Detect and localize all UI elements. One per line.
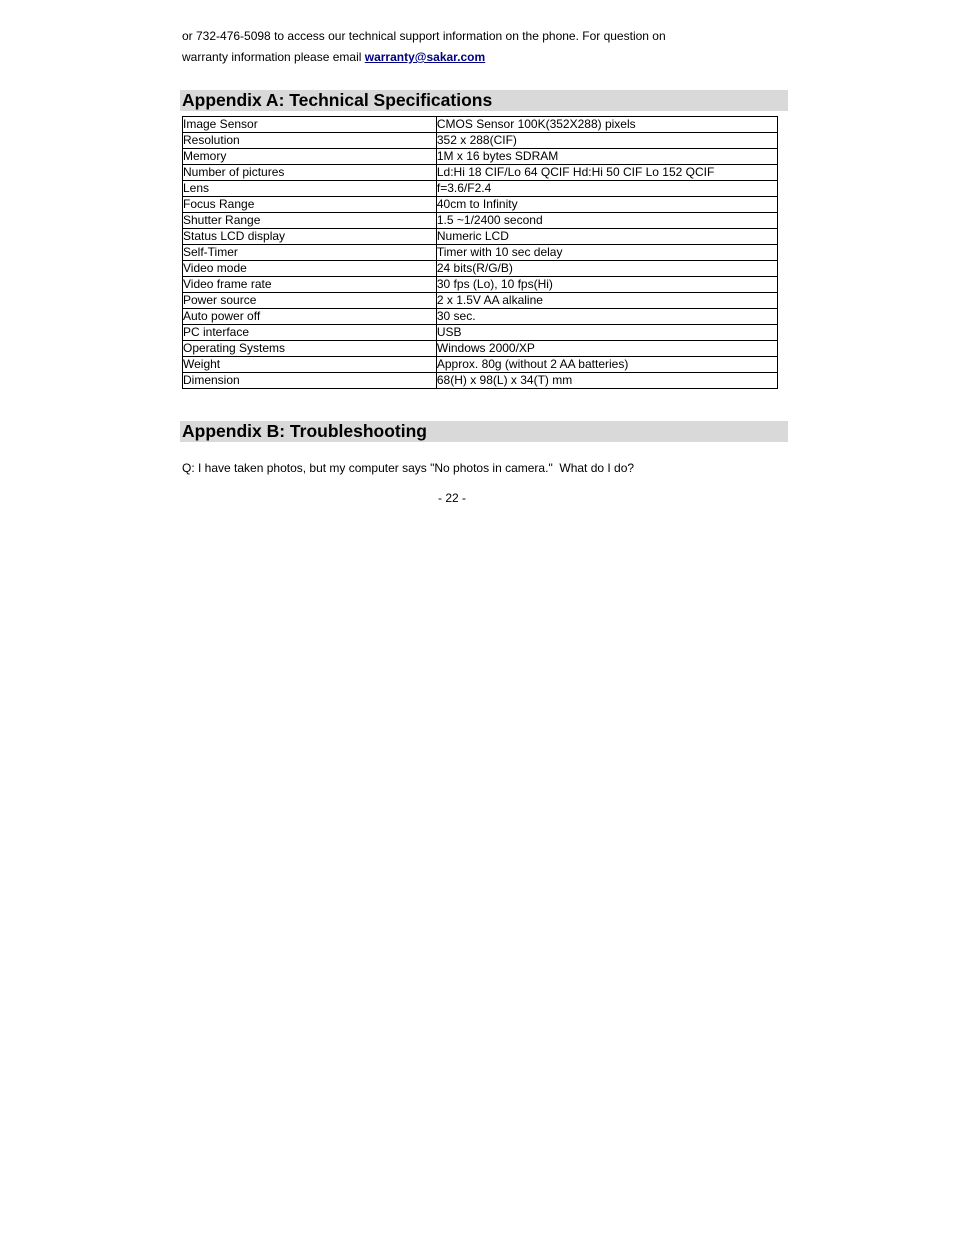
- appendix-b-heading: Appendix B: Troubleshooting: [180, 421, 788, 442]
- spec-value: 1M x 16 bytes SDRAM: [436, 149, 777, 165]
- spec-label: Resolution: [183, 133, 437, 149]
- spec-label: Image Sensor: [183, 117, 437, 133]
- table-row: [183, 181, 778, 197]
- spec-value: 1.5 ~1/2400 second: [436, 213, 777, 229]
- spec-value: f=3.6/F2.4: [436, 181, 777, 197]
- table-row: [183, 197, 778, 213]
- table-row: [183, 325, 778, 341]
- specs-table-body: [183, 117, 778, 389]
- spec-value: 24 bits(R/G/B): [436, 261, 777, 277]
- table-row: [183, 373, 778, 389]
- spec-label: Shutter Range: [183, 213, 437, 229]
- table-row: [183, 213, 778, 229]
- spec-label: Dimension: [183, 373, 437, 389]
- table-row: [183, 149, 778, 165]
- spec-label: Video frame rate: [183, 277, 437, 293]
- table-row: [183, 261, 778, 277]
- table-row: [183, 293, 778, 309]
- table-row: [183, 357, 778, 373]
- intro-line-2: [182, 47, 782, 68]
- table-row: [183, 277, 778, 293]
- spec-label: Weight: [183, 357, 437, 373]
- intro-line-2-text: warranty information please email: [182, 50, 365, 64]
- intro-line-1: or 732-476-5098 to access our technical support information on the phone. For question on: [182, 29, 666, 43]
- table-row: [183, 133, 778, 149]
- table-row: [183, 245, 778, 261]
- troubleshooting-question: Q: I have taken photos, but my computer says "No photos in camera." What do I do?: [182, 461, 635, 475]
- warranty-email-link[interactable]: warranty@sakar.com: [364, 50, 486, 64]
- spec-value: USB: [436, 325, 777, 341]
- technical-specifications-table: [182, 116, 778, 389]
- spec-value: 2 x 1.5V AA alkaline: [436, 293, 777, 309]
- spec-value: Approx. 80g (without 2 AA batteries): [436, 357, 777, 373]
- table-row: [183, 341, 778, 357]
- intro-paragraph: [182, 26, 782, 68]
- spec-label: Self-Timer: [183, 245, 437, 261]
- table-row: [183, 117, 778, 133]
- spec-value: 30 fps (Lo), 10 fps(Hi): [436, 277, 777, 293]
- spec-value: Ld:Hi 18 CIF/Lo 64 QCIF Hd:Hi 50 CIF Lo 152 QCIF: [436, 165, 777, 181]
- spec-label: Focus Range: [183, 197, 437, 213]
- spec-label: Power source: [183, 293, 437, 309]
- spec-value: Timer with 10 sec delay: [436, 245, 777, 261]
- spec-label: Memory: [183, 149, 437, 165]
- spec-label: PC interface: [183, 325, 437, 341]
- spec-label: Auto power off: [183, 309, 437, 325]
- page-number: - 22 -: [437, 491, 466, 505]
- spec-label: Operating Systems: [183, 341, 437, 357]
- spec-label: Number of pictures: [183, 165, 437, 181]
- spec-value: 352 x 288(CIF): [436, 133, 777, 149]
- spec-value: 68(H) x 98(L) x 34(T) mm: [436, 373, 777, 389]
- spec-label: Lens: [183, 181, 437, 197]
- spec-value: 30 sec.: [436, 309, 777, 325]
- spec-value: CMOS Sensor 100K(352X288) pixels: [436, 117, 777, 133]
- table-row: [183, 309, 778, 325]
- spec-label: Video mode: [183, 261, 437, 277]
- spec-value: Numeric LCD: [436, 229, 777, 245]
- table-row: [183, 229, 778, 245]
- spec-value: Windows 2000/XP: [436, 341, 777, 357]
- spec-label: Status LCD display: [183, 229, 437, 245]
- table-row: [183, 165, 778, 181]
- spec-value: 40cm to Infinity: [436, 197, 777, 213]
- appendix-a-heading: Appendix A: Technical Specifications: [180, 90, 788, 111]
